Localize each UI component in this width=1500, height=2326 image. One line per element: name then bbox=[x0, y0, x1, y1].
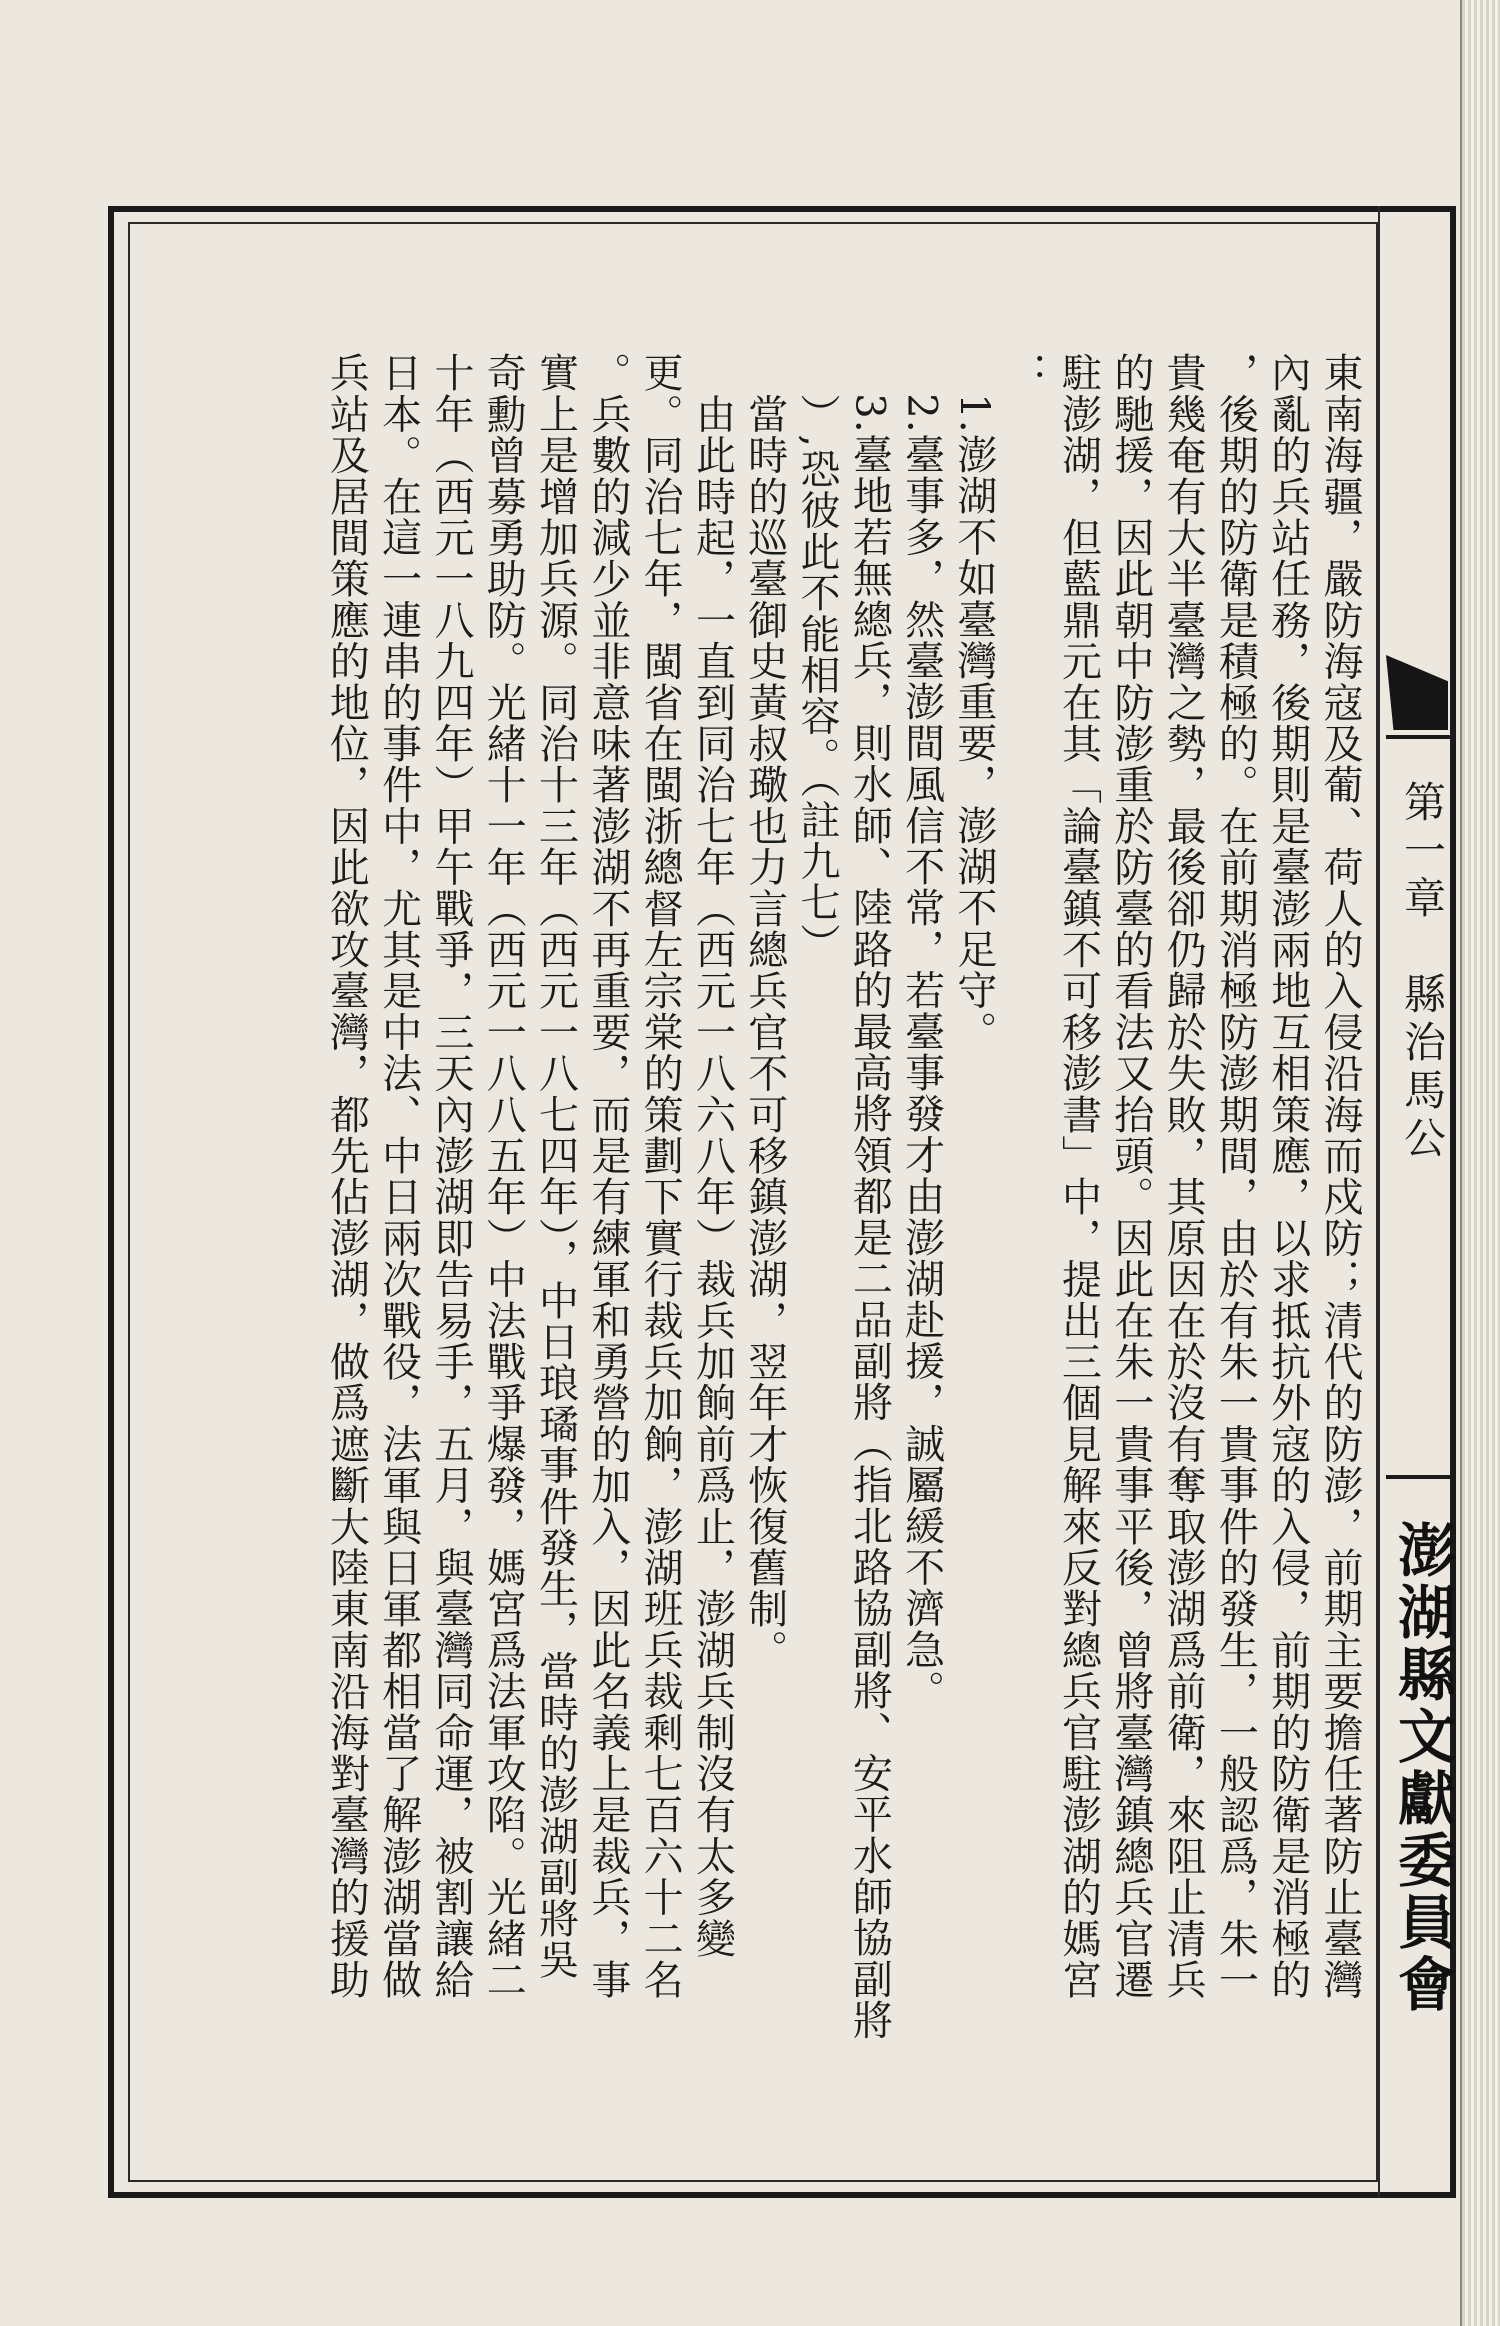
header-rule-top bbox=[1386, 735, 1450, 739]
text-column: 兵站及居間策應的地位，因此欲攻臺灣，都先佔澎湖，做爲遮斷大陸東南沿海對臺灣的援助 bbox=[323, 352, 370, 2000]
text-column: ，後期的防衛是積極的。在前期消極防澎期間，由於有朱一貴事件的發生，一般認爲，朱一 bbox=[1212, 352, 1259, 2000]
text-column: 奇勳曾募勇助防。光緒十一年（西元一八八五年）中法戰爭爆發，媽宮爲法軍攻陷。光緒二 bbox=[480, 352, 527, 2000]
page-edge bbox=[1460, 0, 1500, 2326]
text-column: 十年（西元一八九四年）甲午戰爭，三天內澎湖即告易手，五月，與臺灣同命運，被割讓給 bbox=[427, 352, 474, 2000]
list-item: ）,恐彼此不能相容。（註九七） bbox=[794, 352, 841, 964]
text-column: 的馳援，因此朝中防澎重於防臺的看法又抬頭。因此在朱一貴事平後，曾將臺灣鎮總兵官遷 bbox=[1107, 352, 1154, 2000]
text-column: 由此時起，一直到同治七年（西元一八六八年）裁兵加餉前爲止，澎湖兵制沒有太多變 bbox=[689, 352, 736, 1959]
text-column: ： bbox=[1003, 352, 1050, 394]
text-column: 貴幾奄有大半臺灣之勢，最後卻仍歸於失敗，其原因在於沒有奪取澎湖爲前衛，來阻止清兵 bbox=[1160, 352, 1207, 2000]
text-column: 實上是增加兵源。同治十三年（西元一八七四年），中日琅璚事件發生，當時的澎湖副將吳 bbox=[532, 352, 579, 1980]
side-panel-divider bbox=[1378, 206, 1380, 2198]
text-column: 當時的巡臺御史黃叔璥也力言總兵官不可移鎮澎湖，翌年才恢復舊制。 bbox=[741, 352, 788, 1671]
text-column: 內亂的兵站任務，後期則是臺澎兩地互相策應，以求抵抗外寇的入侵，前期的防衛是消極的 bbox=[1264, 352, 1311, 2000]
publisher-name: 澎湖縣文獻委員會 bbox=[1388, 1520, 1456, 2016]
body-text bbox=[140, 352, 1366, 2158]
header-rule-bottom bbox=[1386, 1475, 1450, 1479]
list-item: 2.臺事多，然臺澎間風信不常，若臺事發才由澎湖赴援，誠屬緩不濟急。 bbox=[898, 352, 945, 1711]
list-item: 1.澎湖不如臺灣重要，澎湖不足守。 bbox=[950, 352, 997, 1052]
text-column: 。兵數的減少並非意味著澎湖不再重要，而是有練軍和勇營的加入，因此名義上是裁兵，事 bbox=[584, 352, 631, 2000]
text-column: 東南海疆，嚴防海寇及葡、荷人的入侵沿海而戍防；清代的防澎，前期主要擔任著防止臺灣 bbox=[1317, 352, 1363, 2000]
list-item: 3.臺地若無總兵，則水師、陸路的最高將領都是二品副將（指北路協副將、安平水師協副將 bbox=[846, 352, 893, 2041]
text-column: 日本。在這一連串的事件中，尤其是中法、中日兩次戰役，法軍與日軍都相當了解澎湖當做 bbox=[375, 352, 422, 2000]
chapter-title: 第一章 縣治馬公 bbox=[1398, 780, 1447, 1164]
text-column: 駐澎湖，但藍鼎元在其「論臺鎮不可移澎書」中，提出三個見解來反對總兵官駐澎湖的媽宮 bbox=[1055, 352, 1102, 2000]
text-column: 更。同治七年，閩省在閩浙總督左宗棠的策劃下實行裁兵加餉，澎湖班兵裁剩七百六十二名 bbox=[637, 352, 684, 2000]
